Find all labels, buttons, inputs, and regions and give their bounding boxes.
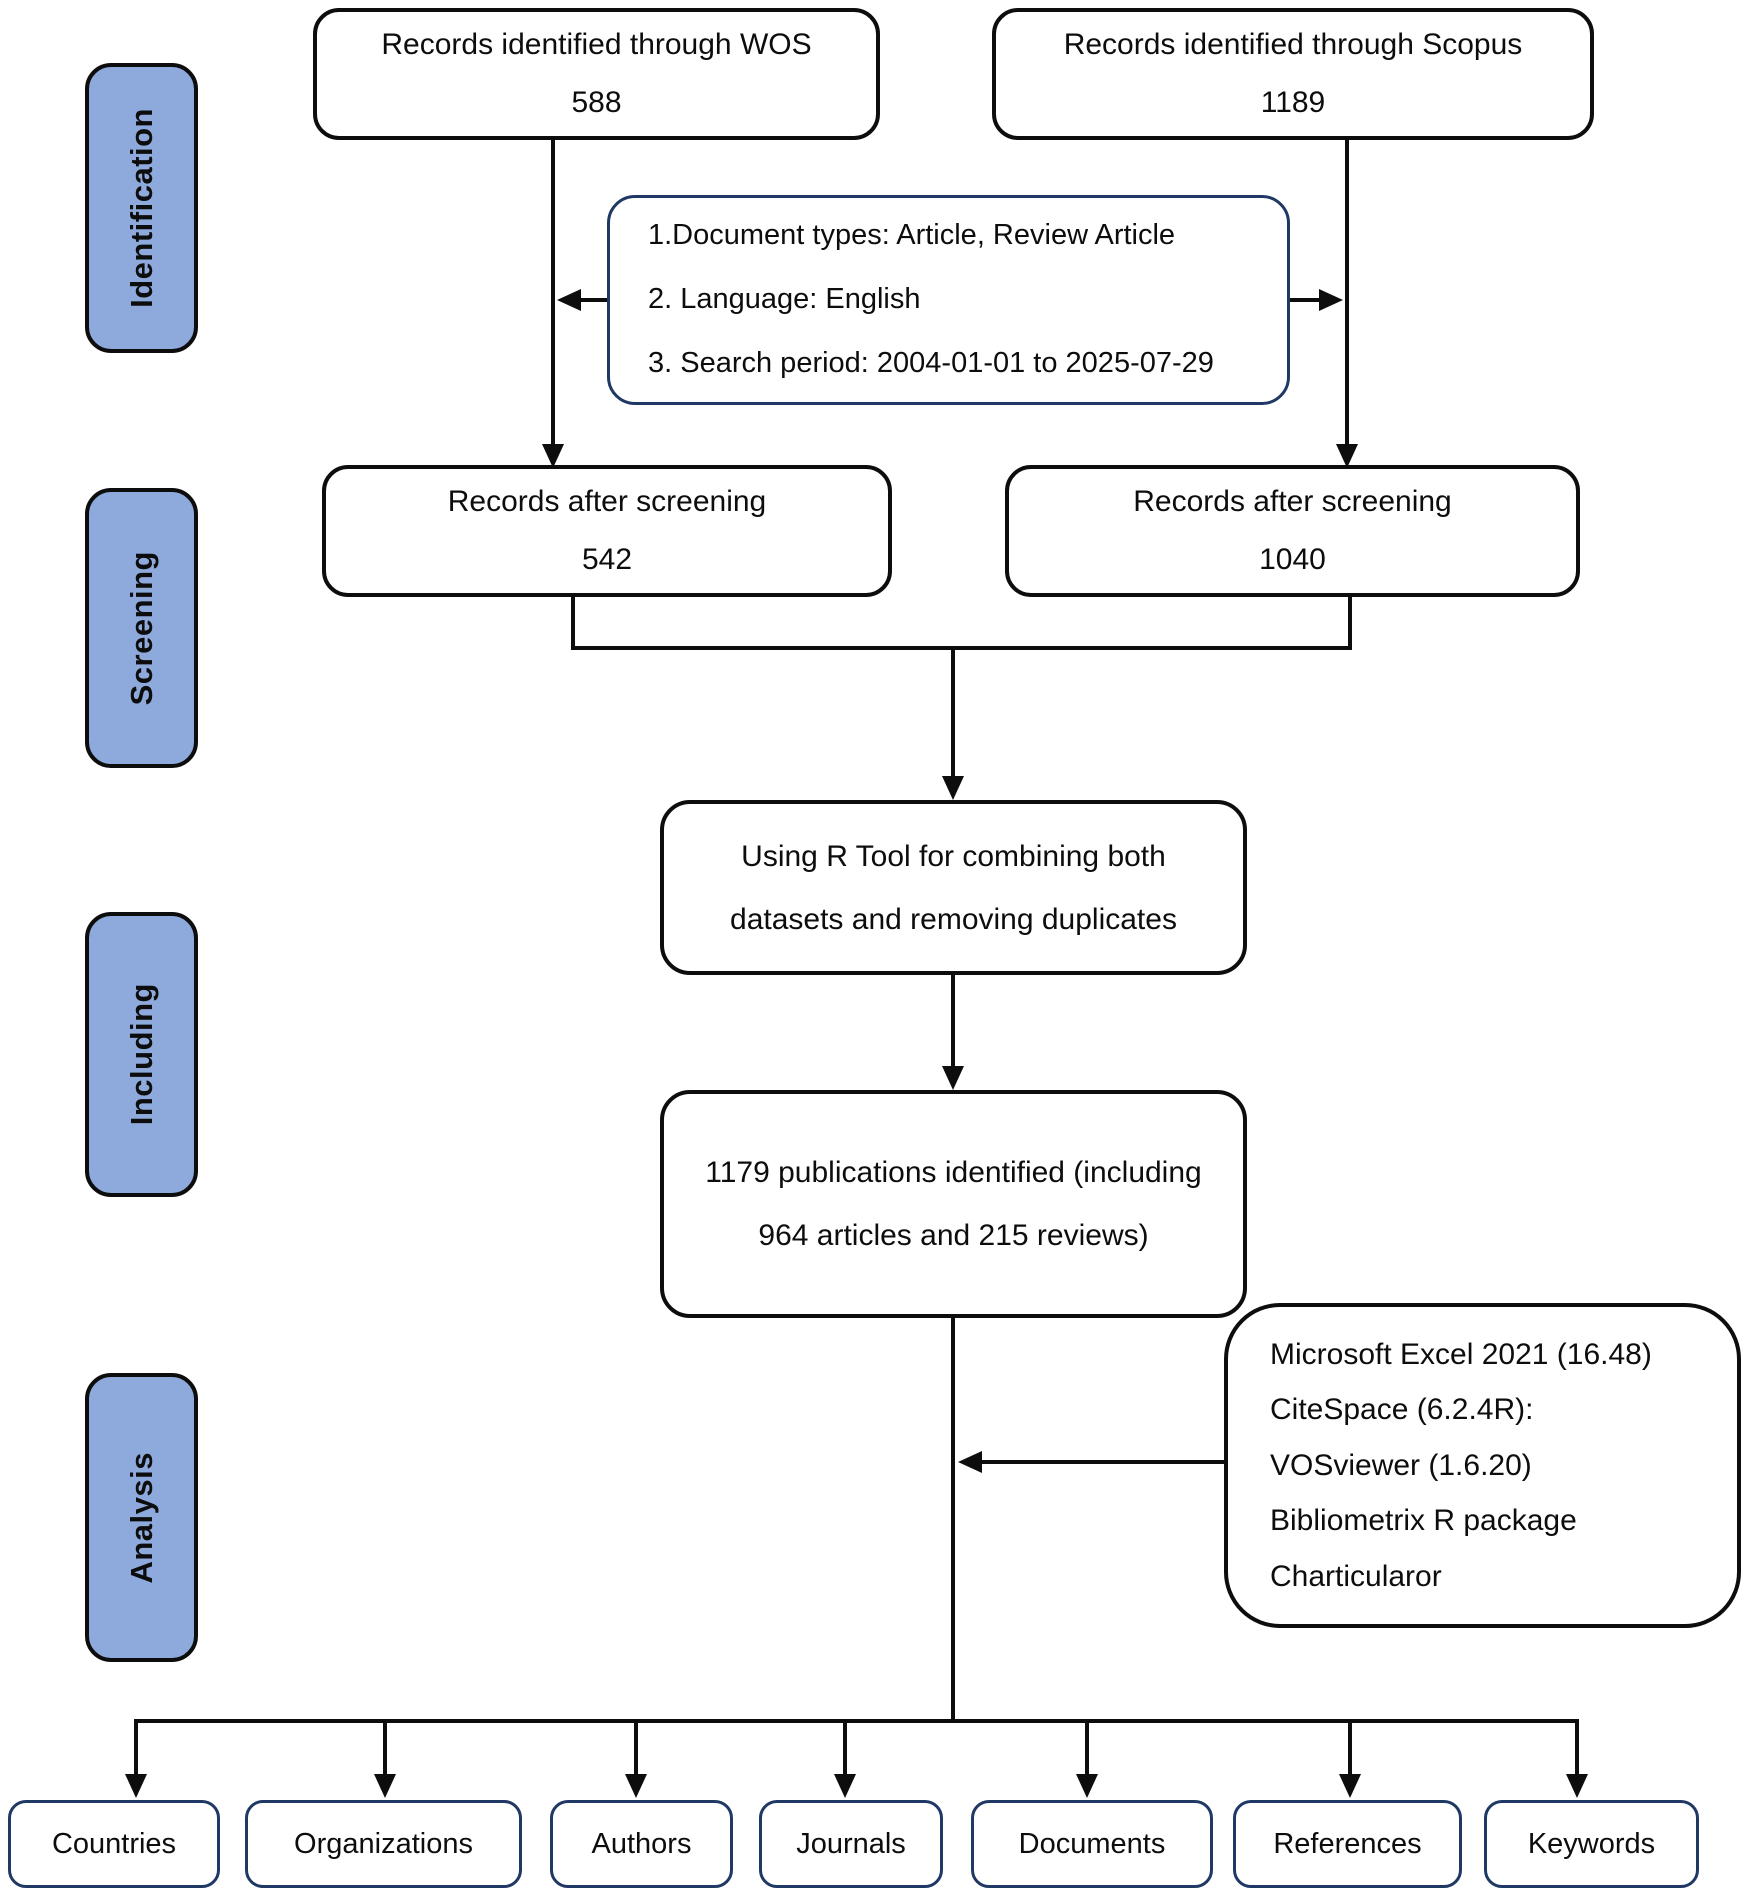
output-countries <box>8 1800 220 1888</box>
box-rtool-merge <box>660 800 1247 975</box>
arrowhead-journals <box>834 1774 856 1798</box>
screened-scopus-count: 1040 <box>1259 543 1326 576</box>
arrowhead-countries <box>125 1774 147 1798</box>
scopus-count: 1189 <box>1260 86 1326 119</box>
stage-identification-label: Identification <box>123 108 159 308</box>
arrowhead-tools-left <box>958 1451 982 1473</box>
arrowhead-organizations <box>374 1774 396 1798</box>
tool-citespace: CiteSpace (6.2.4R): <box>1270 1393 1534 1427</box>
tool-vosviewer: VOSviewer (1.6.20) <box>1270 1448 1532 1482</box>
output-journals-label: Journals <box>796 1827 906 1860</box>
output-keywords-label: Keywords <box>1527 1827 1656 1860</box>
arrowhead-keywords <box>1566 1774 1588 1798</box>
stage-analysis-label: Analysis <box>123 1451 159 1584</box>
output-organizations-label: Organizations <box>294 1827 473 1860</box>
output-references-label: References <box>1273 1827 1422 1860</box>
output-documents <box>971 1800 1213 1888</box>
output-authors-label: Authors <box>591 1827 692 1860</box>
criteria-line-2: 2. Language: English <box>648 283 921 316</box>
box-criteria <box>607 195 1290 405</box>
stage-screening-label: Screening <box>123 550 159 706</box>
arrowhead-rtool-down <box>942 1066 964 1090</box>
box-included-publications <box>660 1090 1247 1318</box>
box-analysis-tools <box>1224 1303 1741 1628</box>
arrowhead-criteria-right <box>1319 289 1343 311</box>
box-screened-wos <box>322 465 892 597</box>
arrowhead-merge-down <box>942 776 964 800</box>
stage-identification <box>85 63 198 353</box>
output-references <box>1233 1800 1462 1888</box>
stage-including-label: Including <box>123 983 159 1126</box>
included-publications-text: 1179 publications identified (including 964 articles and 215 reviews) <box>705 1156 1202 1252</box>
arrowhead-authors <box>625 1774 647 1798</box>
output-authors <box>550 1800 733 1888</box>
arrowhead-references <box>1339 1774 1361 1798</box>
output-keywords <box>1484 1800 1699 1888</box>
arrowhead-documents <box>1076 1774 1098 1798</box>
screened-wos-count: 542 <box>581 543 633 576</box>
screened-wos-title: Records after screening <box>447 484 767 518</box>
box-records-wos <box>313 8 880 140</box>
box-records-scopus <box>992 8 1594 140</box>
rtool-merge-text: Using R Tool for combining both datasets and removing duplicates <box>730 839 1177 936</box>
stage-screening <box>85 488 198 768</box>
output-journals <box>759 1800 943 1888</box>
wos-count: 588 <box>571 86 622 119</box>
tool-bibliometrix: Bibliometrix R package <box>1270 1504 1577 1538</box>
stage-analysis <box>85 1373 198 1662</box>
output-documents-label: Documents <box>1018 1827 1166 1860</box>
box-screened-scopus <box>1005 465 1580 597</box>
arrowhead-criteria-left <box>557 289 581 311</box>
tool-excel: Microsoft Excel 2021 (16.48) <box>1270 1337 1652 1371</box>
screened-scopus-title: Records after screening <box>1133 484 1452 518</box>
output-countries-label: Countries <box>51 1827 177 1860</box>
scopus-title: Records identified through Scopus <box>1063 27 1523 61</box>
wos-title: Records identified through WOS <box>381 27 812 61</box>
tool-charticulator: Charticularor <box>1270 1559 1442 1593</box>
output-organizations <box>245 1800 522 1888</box>
stage-including <box>85 912 198 1197</box>
criteria-line-1: 1.Document types: Article, Review Article <box>648 219 1176 252</box>
criteria-line-3: 3. Search period: 2004-01-01 to 2025-07-29 <box>648 346 1214 379</box>
